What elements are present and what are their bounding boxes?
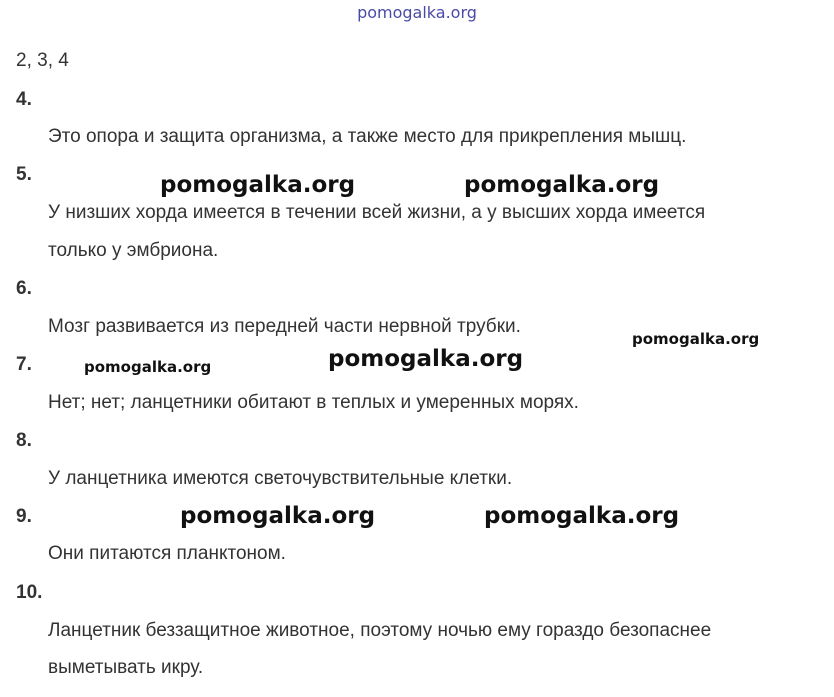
answer-text-8: У ланцетника имеются светочувствительные клетки. <box>48 468 513 489</box>
watermark-text: pomogalka.org <box>632 330 760 348</box>
item-number-5: 5. <box>16 164 32 185</box>
item-number-10: 10. <box>16 582 43 603</box>
watermark-text: pomogalka.org <box>180 503 376 529</box>
answer-text-5-line-2: только у эмбриона. <box>48 240 219 261</box>
item-number-6: 6. <box>16 278 32 299</box>
watermark-text: pomogalka.org <box>84 358 212 376</box>
answer-text-4: Это опора и защита организма, а также место для прикрепления мышц. <box>48 126 687 147</box>
watermark-text: pomogalka.org <box>484 503 680 529</box>
answer-text-7: Нет; нет; ланцетники обитают в теплых и умеренных морях. <box>48 392 579 413</box>
answer-text-9: Они питаются планктоном. <box>48 543 286 564</box>
answer-text-10-line-1: Ланцетник беззащитное животное, поэтому ночью ему гораздо безопаснее <box>48 620 712 641</box>
answer-text-5-line-1: У низших хорда имеется в течении всей жизни, а у высших хорда имеется <box>48 202 706 223</box>
watermark-text: pomogalka.org <box>464 172 660 198</box>
first-answer-line: 2, 3, 4 <box>16 50 69 71</box>
watermark-text: pomogalka.org <box>160 172 356 198</box>
item-number-7: 7. <box>16 354 32 375</box>
answer-text-10-line-2: выметывать икру. <box>48 657 204 678</box>
item-number-8: 8. <box>16 430 32 451</box>
item-number-4: 4. <box>16 89 32 110</box>
header-watermark: pomogalka.org <box>357 3 477 22</box>
answer-text-6: Мозг развивается из передней части нервной трубки. <box>48 316 521 337</box>
watermark-text: pomogalka.org <box>328 346 524 372</box>
item-number-9: 9. <box>16 506 32 527</box>
